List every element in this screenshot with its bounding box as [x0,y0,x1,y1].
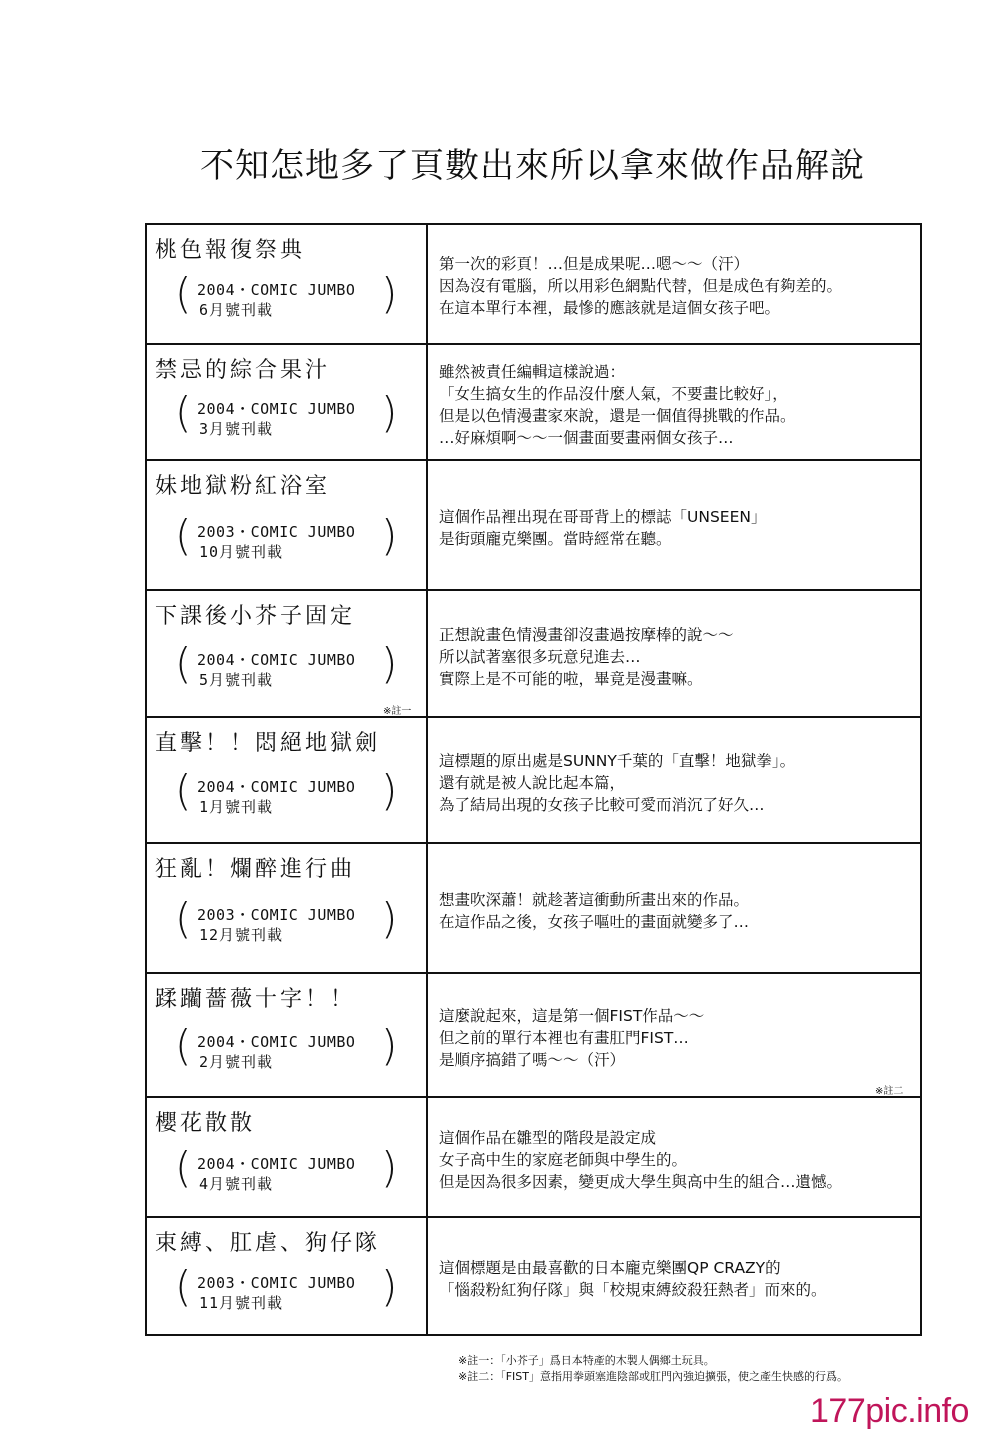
description-line: 正想說畫色情漫畫卻沒畫過按摩棒的說～～ [439,626,734,644]
publication-issue: 11月號刊載 [199,1294,284,1312]
close-paren: ) [381,1262,398,1311]
description-line: 還有就是被人說比起本篇， [439,774,626,792]
watermark-logo: 177pic.info [810,1392,969,1430]
works-table [145,223,922,1336]
work-row [147,1216,920,1334]
close-paren: ) [381,1143,398,1192]
note-mark: ※註一 [383,706,412,717]
work-description [439,624,919,690]
footnote-1: ※註一：「小芥子」爲日本特產的木製人偶鄉土玩具。 [458,1354,715,1367]
open-paren: ( [175,1021,192,1070]
work-title: 直擊！！悶絕地獄劍 [155,731,381,756]
publication-info: 2003・COMIC JUMBO [197,906,356,924]
publication-issue: 3月號刊載 [199,420,274,438]
work-row [147,842,920,972]
close-paren: ) [381,894,398,943]
description-line: 「惱殺粉紅狗仔隊」與「校規束縛絞殺狂熱者」而來的。 [439,1281,827,1299]
publication-issue: 10月號刊載 [199,543,284,561]
open-paren: ( [175,388,192,437]
description-line: 這個作品裡出現在哥哥背上的標誌「UNSEEN」 [439,508,767,526]
description-line: 在這本單行本裡，最慘的應該就是這個女孩子吧。 [439,299,781,317]
publication-info: 2004・COMIC JUMBO [197,1155,356,1173]
description-line: 因為沒有電腦，所以用彩色網點代替，但是成色有夠差的。 [439,277,843,295]
description-line: 想畫吹深蕭！就趁著這衝動所畫出來的作品。 [439,891,750,909]
description-line: 在這作品之後，女孩子嘔吐的畫面就變多了… [439,913,750,931]
description-line: 第一次的彩頁！…但是成果呢…嗯～～（汗） [439,255,750,273]
work-title: 蹂躪薔薇十字！！ [155,987,356,1012]
page-title: 不知怎地多了頁數出來所以拿來做作品解說 [200,146,865,186]
work-title: 束縛、肛虐、狗仔隊 [155,1231,381,1256]
work-title: 下課後小芥子固定 [155,604,356,629]
publication-info: 2003・COMIC JUMBO [197,523,356,541]
work-title: 妹地獄粉紅浴室 [155,474,331,499]
open-paren: ( [175,1143,192,1192]
publication-issue: 2月號刊載 [199,1053,274,1071]
description-line: 這個作品在雛型的階段是設定成 [439,1129,657,1147]
description-line: 為了結局出現的女孩子比較可愛而消沉了好久… [439,796,765,814]
work-row [147,343,920,459]
work-title: 禁忌的綜合果汁 [155,358,331,383]
description-line: 是順序搞錯了嗎～～（汗） [439,1051,626,1069]
description-line: 這麼說起來，這是第一個FIST作品～～ [439,1007,705,1025]
work-title: 狂亂！爛醉進行曲 [155,857,356,882]
open-paren: ( [175,511,192,560]
publication-info: 2004・COMIC JUMBO [197,1033,356,1051]
open-paren: ( [175,894,192,943]
work-row [147,225,920,343]
description-line: …好麻煩啊～～一個畫面要畫兩個女孩子… [439,429,734,447]
description-line: 雖然被責任編輯這樣說過： [439,363,626,381]
publication-issue: 5月號刊載 [199,671,274,689]
description-line: 但是因為很多因素，變更成大學生與高中生的組合…遺憾。 [439,1173,843,1191]
work-description [439,361,919,449]
close-paren: ) [381,1021,398,1070]
close-paren: ) [381,388,398,437]
open-paren: ( [175,639,192,688]
description-line: 「女生搞女生的作品沒什麼人氣，不要畫比較好」， [439,385,788,403]
work-row [147,716,920,842]
publication-issue: 4月號刊載 [199,1175,274,1193]
publication-info: 2004・COMIC JUMBO [197,651,356,669]
close-paren: ) [381,639,398,688]
work-description [439,506,919,550]
work-row [147,589,920,716]
close-paren: ) [381,766,398,815]
publication-issue: 1月號刊載 [199,798,274,816]
open-paren: ( [175,269,192,318]
work-description [439,1127,919,1193]
note-mark: ※註二 [875,1086,904,1097]
publication-info: 2004・COMIC JUMBO [197,400,356,418]
description-line: 女子高中生的家庭老師與中學生的。 [439,1151,688,1169]
work-row [147,459,920,589]
work-description [439,253,919,319]
description-line: 所以試著塞很多玩意兒進去… [439,648,641,666]
description-line: 是街頭龐克樂團。當時經常在聽。 [439,530,672,548]
description-line: 這個標題是由最喜歡的日本龐克樂團QP CRAZY的 [439,1259,781,1277]
work-description [439,1257,919,1301]
publication-issue: 6月號刊載 [199,301,274,319]
work-description [439,1005,919,1071]
description-line: 但是以色情漫畫家來說，還是一個值得挑戰的作品。 [439,407,796,425]
publication-info: 2004・COMIC JUMBO [197,778,356,796]
work-row [147,972,920,1096]
close-paren: ) [381,269,398,318]
open-paren: ( [175,1262,192,1311]
work-description [439,750,919,816]
close-paren: ) [381,511,398,560]
work-description [439,889,919,933]
publication-issue: 12月號刊載 [199,926,284,944]
publication-info: 2003・COMIC JUMBO [197,1274,356,1292]
work-row [147,1096,920,1216]
description-line: 實際上是不可能的啦，畢竟是漫畫嘛。 [439,670,703,688]
work-title: 桃色報復祭典 [155,238,306,263]
work-title: 櫻花散散 [155,1111,256,1136]
description-line: 這標題的原出處是SUNNY千葉的「直擊！地獄拳」。 [439,752,796,770]
footnote-2: ※註二：「FIST」意指用拳頭塞進陰部或肛門內強迫擴張，使之產生快感的行爲。 [458,1370,848,1383]
publication-info: 2004・COMIC JUMBO [197,281,356,299]
description-line: 但之前的單行本裡也有畫肛門FIST… [439,1029,689,1047]
open-paren: ( [175,766,192,815]
